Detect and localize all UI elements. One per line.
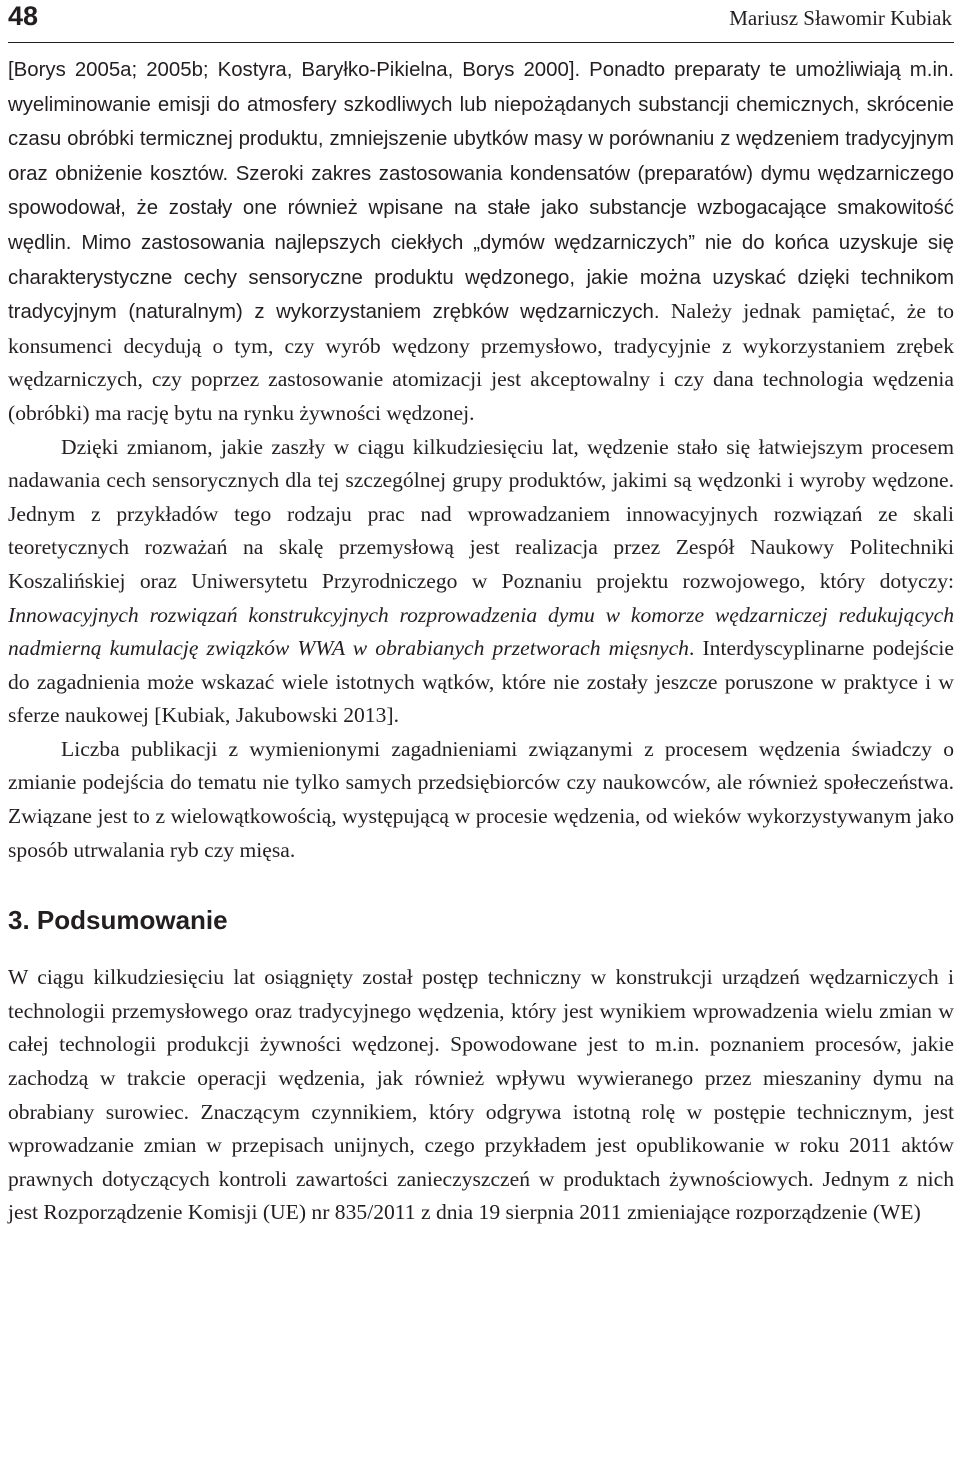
section-body — [8, 961, 954, 1230]
paragraph-publications: Liczba publikacji z wymienionymi zagadnieniami związanymi z procesem wędzenia świadczy o zmianie podejścia do tematu nie tylko samych przedsiębiorców czy naukowców, ale również społeczeństwa. Związane jest to z wielowątkowością, występującą w procesie wędzenia, od wieków wykorzystywanym jako sposób utrwalania ryb czy mięsa. — [8, 736, 954, 862]
page-header — [8, 0, 954, 43]
paragraph-smoke-preparations — [8, 53, 954, 431]
paragraph-segment-serif: Należy jednak pamiętać, że to konsumenci decydują o tym, czy wyrób wędzony przemysłowo, tradycyjnie z wykorzystaniem zrębek wędzarniczych, czy poprzez zastosowanie atomizacji jest akceptowalny i czy dana technologia wędzenia (obróbki) ma rację bytu na rynku żywności wędzonej. — [8, 299, 954, 425]
page-number: 48 — [8, 1, 39, 31]
project-title-italic: Innowacyjnych rozwiązań konstrukcyjnych rozprowadzenia dymu w komorze wędzarniczej redukujących nadmierną kumulację związków WWA w obrabianych przetworach mięsnych — [8, 602, 954, 661]
paragraph-segment: Dzięki zmianom, jakie zaszły w ciągu kilkudziesięciu lat, wędzenie stało się łatwiejszym procesem nadawania cech sensorycznych dla tej szczególnej grupy produktów, jakimi są wędzonki i wyroby wędzone. Jednym z przykładów tego rodzaju prac nad wprowadzaniem innowacyjnych rozwiązań ze skali teoretycznych rozważań na skalę przemysłową jest realizacja przez Zespół Naukowy Politechniki Koszalińskiej oraz Uniwersytetu Przyrodniczego w Poznaniu projektu rozwojowego, który dotyczy: — [8, 434, 954, 593]
section-title: 3. Podsumowanie — [8, 905, 228, 936]
paragraph-summary: W ciągu kilkudziesięciu lat osiągnięty został postęp techniczny w konstrukcji urządzeń wędzarniczych i technologii przemysłowego oraz tradycyjnego wędzenia, który jest wynikiem wprowadzenia wielu zmian w całej technologii produkcji żywności wędzonej. Spowodowane jest to m.in. poznaniem procesów, jakie zachodzą w trakcie operacji wędzenia, jak również wpływu wywieranego przez mieszaniny dymu na obrabiany surowiec. Znaczącym czynnikiem, który odgrywa istotną rolę w postępie technicznym, jest wprowadzanie zmian w przepisach unijnych, czego przykładem jest opublikowanie w roku 2011 aktów prawnych dotyczących kontroli zawartości zanieczyszczeń w produktach żywnościowych. Jednym z nich jest Rozporządzenie Komisji (UE) nr 835/2011 z dnia 19 sierpnia 2011 zmieniające rozporządzenie (WE) — [8, 965, 954, 1225]
paragraph-research-project — [8, 431, 954, 733]
document-page — [8, 0, 954, 1230]
paragraph-segment-sans: [Borys 2005a; 2005b; Kostyra, Baryłko-Pikielna, Borys 2000]. Ponadto preparaty te umożliwiają m.in. wyeliminowanie emisji do atmosfery szkodliwych lub niepożądanych substancji chemicznych, skrócenie czasu obróbki termicznej produktu, zmniejszenie ubytków masy w porównaniu z wędzeniem tradycyjnym oraz obniżenie kosztów. Szeroki zakres zastosowania kondensatów (preparatów) dymu wędzarniczego spowodował, że zostały one również wpisane na stałe jako substancje wzbogacające smakowitość wędlin. Mimo zastosowania najlepszych ciekłych „dymów wędzarniczych” nie do końca uzyskuje się charakterystyczne cechy sensoryczne produktu wędzonego, jakie można uzyskać dzięki technikom tradycyjnym (naturalnym) z wykorzystaniem zrębków wędzarniczych. — [8, 59, 954, 324]
page-body — [8, 53, 954, 1230]
running-head-author: Mariusz Sławomir Kubiak — [729, 6, 952, 30]
paragraph-segment: . Interdyscyplinarne podejście do zagadnienia może wskazać wiele istotnych wątków, które nie zostały jeszcze poruszone w praktyce i w sferze naukowej [Kubiak, Jakubowski 2013]. — [8, 636, 954, 728]
